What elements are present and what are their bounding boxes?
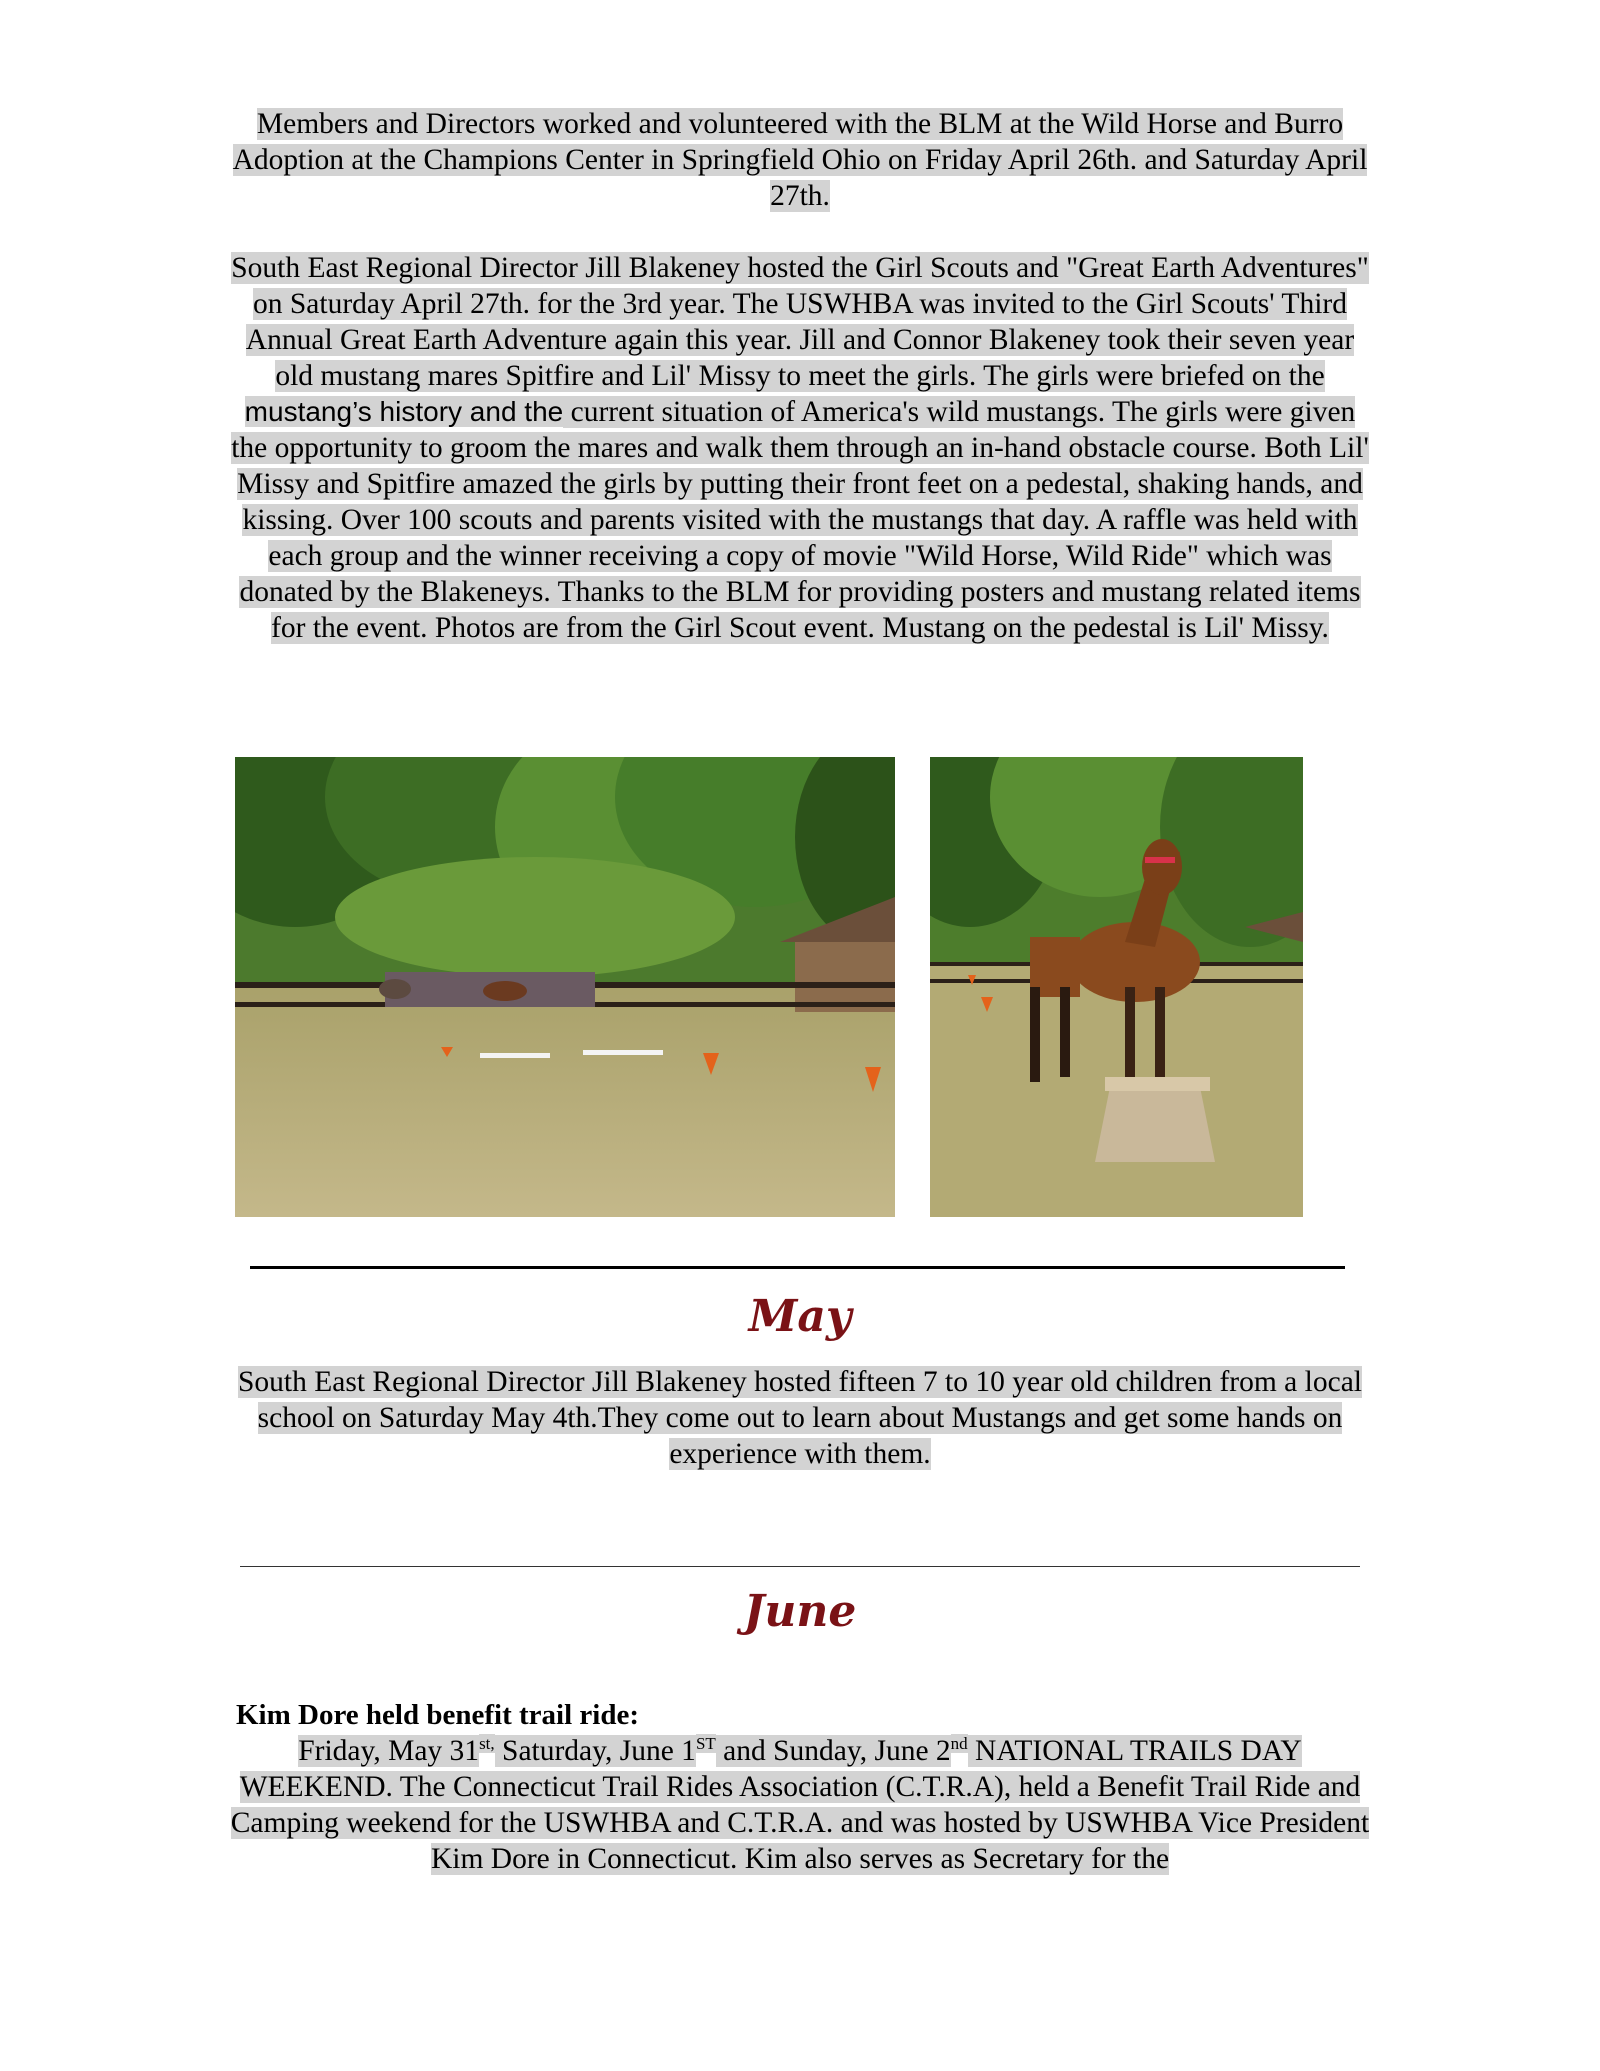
section-divider — [250, 1266, 1345, 1269]
girl-scout-event-photo — [235, 757, 895, 1217]
trail-ride-paragraph — [230, 1733, 1370, 1877]
mustang-on-pedestal-photo — [930, 757, 1303, 1217]
trail-ride-sunday: and Sunday, June 2 — [715, 1735, 951, 1767]
girl-scouts-text-sans: mustang’s history and the — [244, 396, 564, 427]
may-text: South East Regional Director Jill Blakeney hosted fifteen 7 to 10 year old children from a local school on Saturday May 4th.They come out to learn about Mustangs and get some hands on experience with them. — [238, 1366, 1362, 1470]
trail-ride-text: NATIONAL TRAILS DAY WEEKEND. The Connecticut Trail Rides Association (C.T.R.A), held a Benefit Trail Ride and Camping weekend for the USWHBA and C.T.R.A. and was hosted by USWHBA Vice President Kim Dore in Connecticut. Kim also serves as Secretary for the — [230, 1735, 1370, 1875]
girl-scouts-paragraph — [228, 250, 1372, 646]
mustang-pedestal-image — [930, 757, 1303, 1217]
intro-text: Members and Directors worked and volunteered with the BLM at the Wild Horse and Burro Adoption at the Champions Center in Springfield Ohio on Friday April 26th. and Saturday April 27th. — [232, 108, 1368, 212]
section-divider-thin — [240, 1566, 1360, 1567]
trail-ride-saturday: Saturday, June 1 — [494, 1735, 696, 1767]
trail-ride-subheading: Kim Dore held benefit trail ride: — [236, 1699, 639, 1731]
may-heading: May — [748, 1291, 852, 1342]
trail-ride-friday: Friday, May 31 — [298, 1735, 480, 1767]
girl-scouts-text-a: South East Regional Director Jill Blakeney hosted the Girl Scouts and "Great Earth Adventures" on Saturday April 27th. for the 3rd year. The USWHBA was invited to the Girl Scouts' Third Annual Great Earth Adventure again this year. Jill and Connor Blakeney took their seven year old mustang mares Spitfire and Lil' Missy to meet the girls. The girls were briefed on the — [231, 252, 1369, 392]
field-scene-image — [235, 757, 895, 1217]
may-paragraph — [230, 1364, 1370, 1472]
sup-st: st, — [479, 1734, 495, 1754]
sup-nd: nd — [950, 1734, 968, 1754]
sup-ST: ST — [695, 1734, 716, 1754]
june-heading: June — [743, 1586, 857, 1637]
girl-scouts-text-b: current situation of America's wild mustangs. The girls were given the opportunity to groom the mares and walk them through an in-hand obstacle course. Both Lil' Missy and Spitfire amazed the girls by putting their front feet on a pedestal, shaking hands, and kissing. Over 100 scouts and parents visited with the mustangs that day. A raffle was held with each group and the winner receiving a copy of movie "Wild Horse, Wild Ride" which was donated by the Blakeneys. Thanks to the BLM for providing posters and mustang related items for the event. Photos are from the Girl Scout event. Mustang on the pedestal is Lil' Missy. — [231, 396, 1369, 644]
intro-paragraph — [230, 106, 1370, 214]
